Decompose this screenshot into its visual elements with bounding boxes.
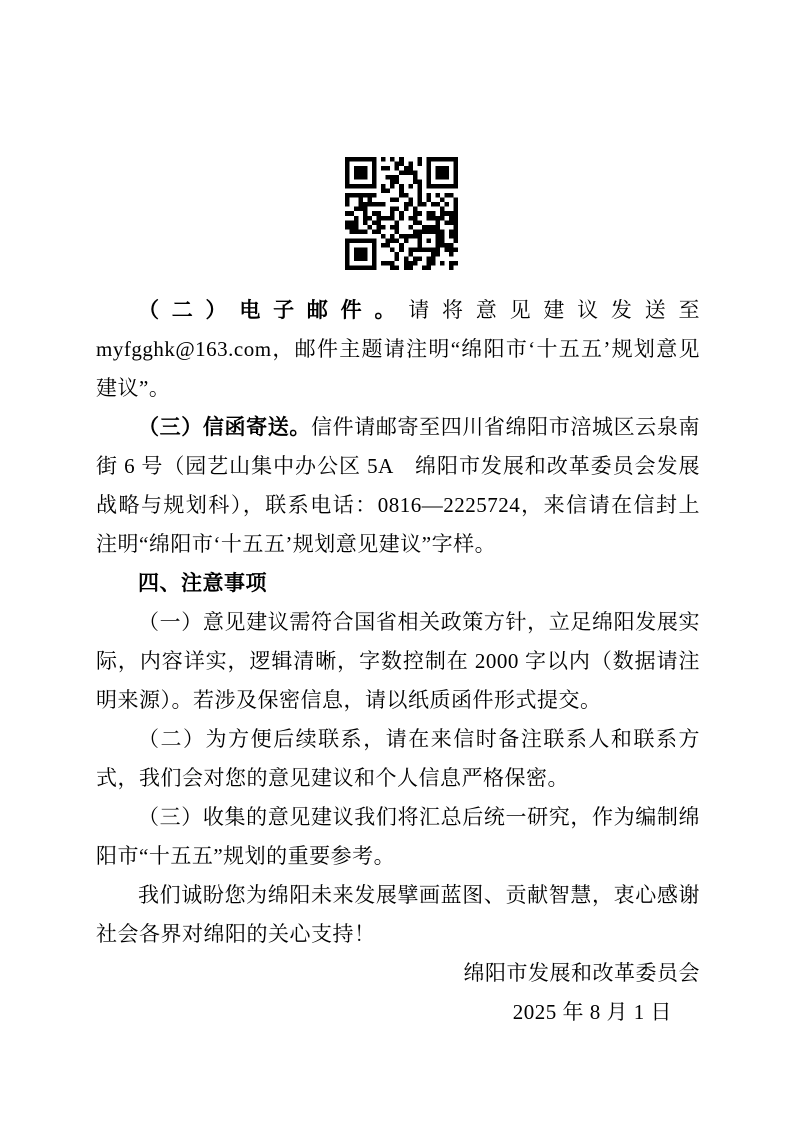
paragraph-text: 请将意见建议发送至 myfgghk@163.com，邮件主题请注明“绵阳市‘十五五’规划意见建议”。: [96, 298, 700, 400]
bold-lead-in: 四、注意事项: [138, 572, 267, 595]
bold-lead-in: （二）电子邮件。: [138, 298, 409, 322]
paragraph: [96, 876, 700, 954]
qr-code-image: [345, 157, 458, 270]
paragraph: [96, 720, 700, 798]
paragraph: [96, 603, 700, 720]
signature-organization: 绵阳市发展和改革委员会: [463, 961, 700, 985]
paragraph-text: （二）为方便后续联系，请在来信时备注联系人和联系方式，我们会对您的意见建议和个人信息严格保密。: [96, 727, 700, 790]
paragraph-text: 我们诚盼您为绵阳未来发展擘画蓝图、贡献智慧，衷心感谢社会各界对绵阳的关心支持！: [96, 883, 700, 946]
signature-date: 2025 年 8 月 1 日: [512, 1000, 672, 1024]
section-heading: [96, 564, 700, 603]
bold-lead-in: （三）信函寄送。: [138, 415, 311, 439]
paragraph: [96, 798, 700, 876]
paragraph-text: 信件请邮寄至四川省绵阳市涪城区云泉南街 6 号（园艺山集中办公区 5A 绵阳市发展和改革委员会发展战略与规划科），联系电话：0816—2225724，来信请在信封上注明“绵阳市‘十五五’规划意见建议”字样。: [96, 415, 701, 556]
paragraph-text: （三）收集的意见建议我们将汇总后统一研究，作为编制绵阳市“十五五”规划的重要参考。: [96, 805, 700, 868]
paragraph-list: [96, 291, 700, 954]
document-body: [96, 270, 700, 1032]
paragraph: [96, 408, 700, 564]
signature-block: [96, 954, 700, 1032]
paragraph-text: （一）意见建议需符合国省相关政策方针，立足绵阳发展实际，内容详实，逻辑清晰，字数控制在 2000 字以内（数据请注明来源）。若涉及保密信息，请以纸质函件形式提交。: [96, 610, 700, 712]
paragraph: [96, 291, 700, 408]
qr-code: [345, 157, 458, 270]
